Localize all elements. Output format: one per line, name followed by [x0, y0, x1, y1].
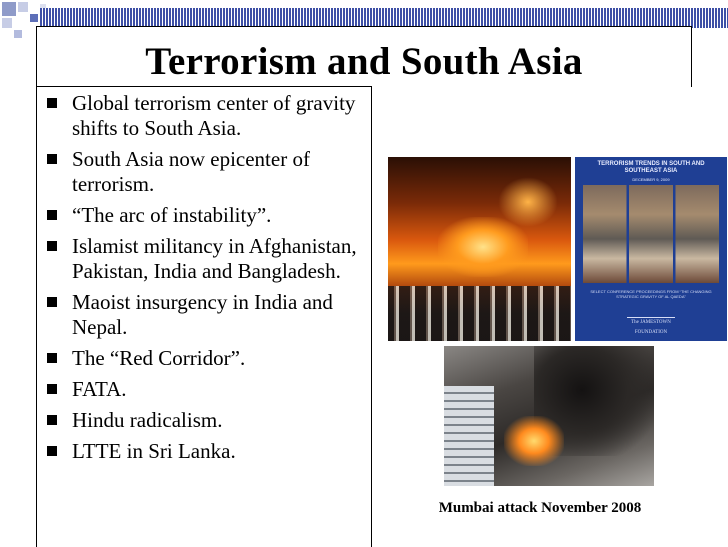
bullet-item [37, 147, 371, 197]
bullet-item [37, 91, 371, 141]
photo-caption: Mumbai attack November 2008 [438, 500, 642, 516]
bullet-text: Hindu radicalism. [72, 408, 223, 432]
mumbai-fire-photo [388, 157, 571, 341]
header-stripe-band [40, 8, 728, 28]
building-facade [444, 386, 494, 486]
square-bullet-icon [47, 415, 57, 425]
slide-title: Terrorism and South Asia [145, 40, 583, 83]
bullet-text: The “Red Corridor”. [72, 346, 246, 370]
bullet-text: Global terrorism center of gravity shifts to South Asia. [72, 91, 356, 140]
bullet-text: Maoist insurgency in India and Nepal. [72, 290, 333, 339]
report-publisher-logo: The JAMESTOWN FOUNDATION [627, 317, 675, 332]
bullet-item [37, 290, 371, 340]
square-bullet-icon [47, 154, 57, 164]
bullet-item [37, 408, 371, 433]
square-bullet-icon [47, 210, 57, 220]
square-bullet-icon [47, 98, 57, 108]
title-box [36, 26, 692, 87]
report-cover-fine-print: SELECT CONFERENCE PROCEEDINGS FROM “THE CHANGING STRATEGIC GRAVITY OF AL QAEDA” [590, 289, 712, 299]
bullet-text: “The arc of instability”. [72, 203, 272, 227]
flame-glow [498, 177, 558, 227]
crowd-silhouettes [388, 286, 571, 341]
fire-glow [504, 416, 564, 466]
square-bullet-icon [47, 353, 57, 363]
square-bullet-icon [47, 241, 57, 251]
report-photo-collage [583, 185, 719, 283]
bullet-text: South Asia now epicenter of terrorism. [72, 147, 310, 196]
bullet-list [37, 91, 371, 470]
bullet-text: LTTE in Sri Lanka. [72, 439, 236, 463]
bullet-item [37, 346, 371, 371]
square-bullet-icon [47, 446, 57, 456]
bullet-item [37, 203, 371, 228]
bullet-item [37, 439, 371, 464]
bullet-text: Islamist militancy in Afghanistan, Pakistan, India and Bangladesh. [72, 234, 357, 283]
bullet-text-box [36, 86, 372, 547]
bullet-item [37, 234, 371, 284]
report-cover-title: TERRORISM TRENDS IN SOUTH AND SOUTHEAST ASIA [597, 161, 705, 174]
square-bullet-icon [47, 384, 57, 394]
square-bullet-icon [47, 297, 57, 307]
burning-hotel-photo [444, 346, 654, 486]
report-cover-date: DECEMBER 9, 2009 [632, 177, 670, 182]
report-cover-image [575, 157, 727, 341]
bullet-text: FATA. [72, 377, 127, 401]
bullet-item [37, 377, 371, 402]
